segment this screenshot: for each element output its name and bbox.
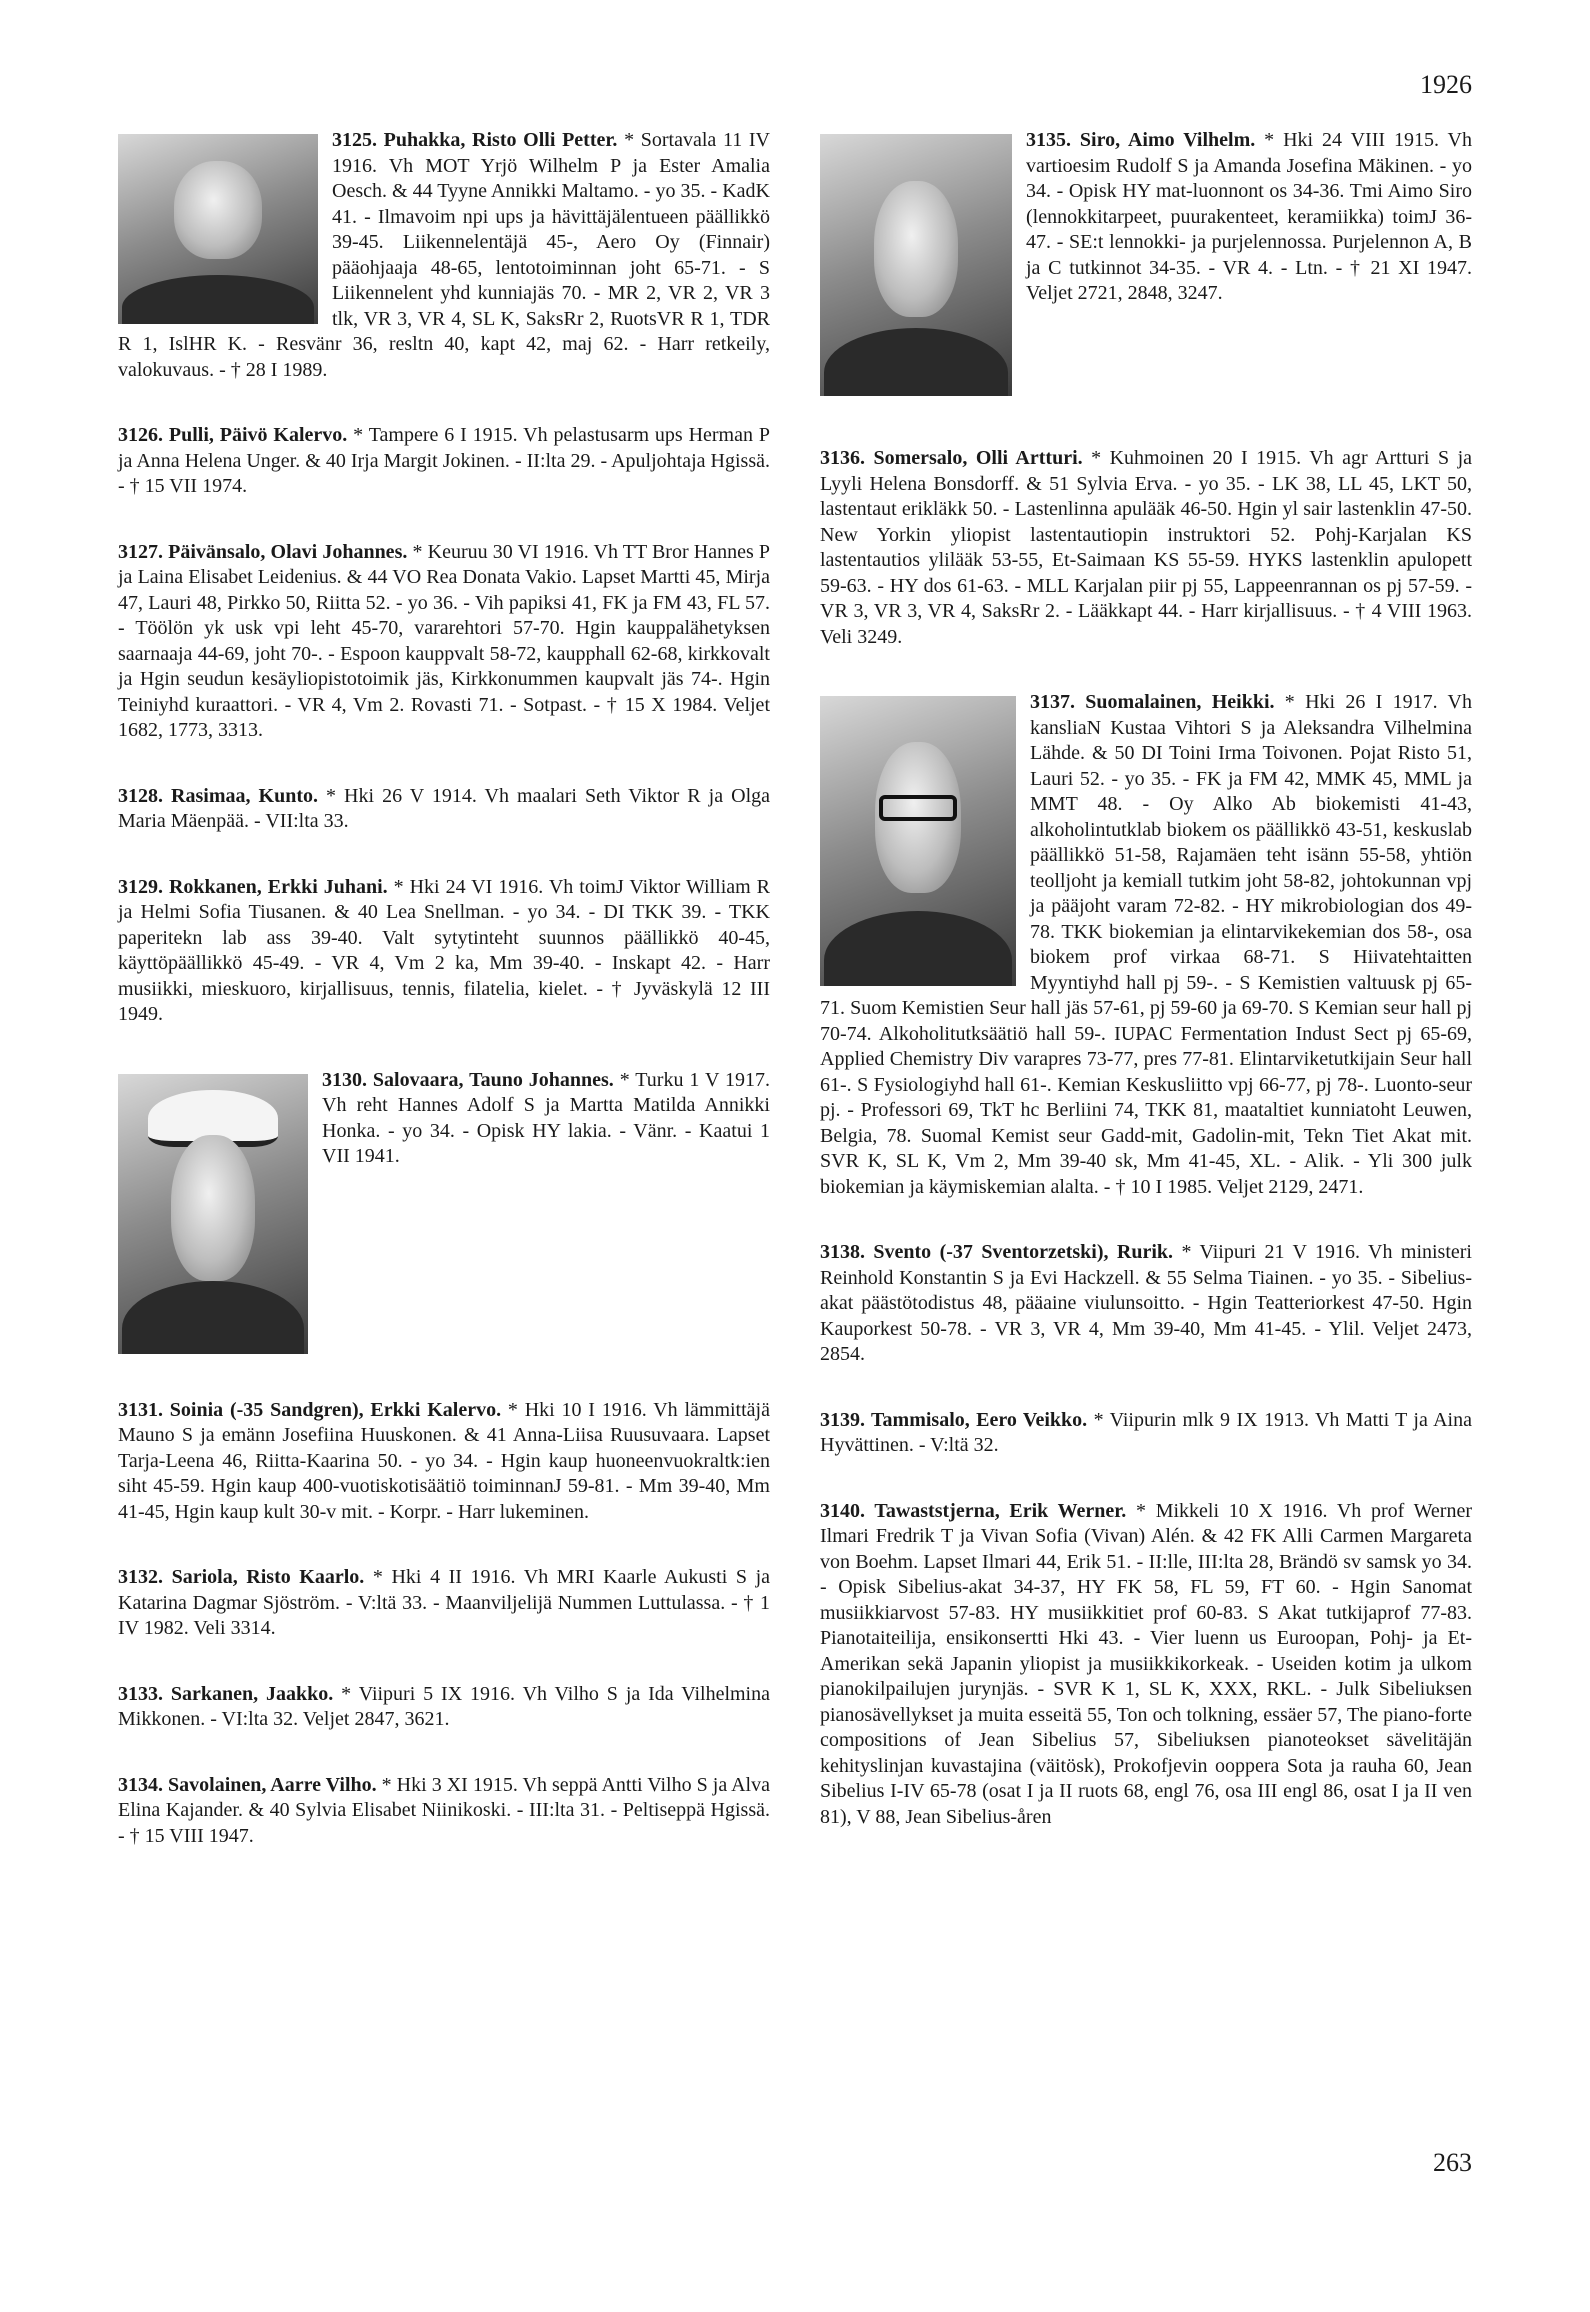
entry-heading: 3128. Rasimaa, Kunto.	[118, 784, 318, 807]
entry-heading: 3135. Siro, Aimo Vilhelm.	[1026, 129, 1256, 151]
page-number: 263	[1433, 2148, 1472, 2177]
entry-3140	[820, 1499, 1472, 1831]
entry-heading: 3132. Sariola, Risto Kaarlo.	[118, 1566, 365, 1588]
entry-text: * Viipurin mlk 9 IX 1913. Vh Matti T ja Aina Hyvättinen. - V:ltä 32.	[820, 1408, 1472, 1456]
entry-heading: 3127. Päivänsalo, Olavi Johannes.	[118, 540, 408, 563]
page-year: 1926	[1420, 70, 1472, 99]
entry-text: * Hki 24 VIII 1915. Vh vartioesim Rudolf S ja Amanda Josefina Mäkinen. - yo 34. - Opisk HY mat-luonnont os 34-36. Tmi Aimo Siro (lennokkitarpeet, puurakenteet, keramiikka) toimJ 36-47. - SE:t lennokki- ja purjelennossa. Purjelennon A, B ja C tutkinnot 34-35. - VR 4. - Ltn. - † 21 XI 1947. Veljet 2721, 2848, 3247.	[1026, 129, 1472, 304]
entry-text: * Kuhmoinen 20 I 1915. Vh agr Artturi S ja Lyyli Helena Bonsdorff. & 51 Sylvia Erva. - yo 35. - LK 38, LL 45, LKT 50, lastentaut erikläkk 50. - Lastenlinna apulääk 46-50. Hgin yl sair lastenklin 47-50. New Yorkin yliopist lastentautiopin instruktori 52. Pohj-Karjalan KS lastentautios ylilääk 53-55, Et-Saimaan KS 55-59. HYKS lastenklin apulopett 59-63. - HY dos 61-63. - MLL Karjalan piir pj 55, Lappeenrannan os pj 57-59. - VR 3, VR 3, VR 4, SaksRr 2. - Lääkkapt 44. - Harr kirjallisuus. - † 4 VIII 1963. Veli 3249.	[820, 447, 1472, 648]
entry-3137	[820, 690, 1472, 1200]
right-column	[820, 128, 1472, 1830]
entry-text: * Hki 3 XI 1915. Vh seppä Antti Vilho S ja Alva Elina Kajander. & 40 Sylvia Elisabet Niinikoski. - III:lta 31. - Peltiseppä Hgissä. - † 15 VIII 1947.	[118, 1773, 770, 1847]
entry-heading: 3137. Suomalainen, Heikki.	[1030, 691, 1275, 713]
entry-heading: 3126. Pulli, Päivö Kalervo.	[118, 424, 348, 446]
entry-text: * Hki 24 VI 1916. Vh toimJ Viktor William R ja Helmi Sofia Tiusanen. & 40 Lea Snellman. - yo 34. - DI TKK 39. - TKK paperitekn lab ass 39-40. Valt sytytinteht suunnos päällikkö 40-45, käyttöpäällikkö 45-49. - VR 4, Vm 2 ka, Mm 39-40. - Inskapt 42. - Harr musiikki, mieskuoro, kirjallisuus, tennis, filatelia, kielet. - † Jyväskylä 12 III 1949.	[118, 875, 770, 1025]
entry-heading: 3133. Sarkanen, Jaakko.	[118, 1682, 334, 1705]
entry-3127	[118, 540, 770, 744]
entry-3125	[118, 128, 770, 383]
entry-text: * Mikkeli 10 X 1916. Vh prof Werner Ilmari Fredrik T ja Vivan Sofia (Vivan) Alén. & 42 FK Alli Carmen Margareta von Boehm. Lapset Ilmari 44, Erik 51. - II:lle, III:lta 28, Brändö sv samsk yo 34. - Opisk Sibelius-akat 34-37, HY FK 58, FL 59, FT 60. - Hgin Sanomat musiikkiarvost 57-83. HY musiikkitiet prof 60-83. S Akat tutkijaprof 77-83. Pianotaiteilija, ensikonsertti Hki 43. - Vier luenn us Euroopan, Pohj- ja Et-Amerikan sekä Japanin yliopist ja musiikkikorkeak. - Useiden kotim ja ulkom pianokilpailujen jurynjäs. - SVR K 1, SL K, XXX, RKL. - Julk Sibeliuksen pianosävellykset ja muita esseitä 55, Ton och tolkning, essäer 57, The piano-forte compositions of Jean Sibelius 57, Sibeliuksen pianoteokset sävelitäjän kehityslinjan kuvastajina (väitösk), Prokofjevin ooppera Sota ja rauha 60, Jean Sibelius I-IV 65-78 (osat I ja II ruots 68, engl 76, osa III engl 86, osat I ja II ven 81), V 88, Jean Sibelius-åren	[820, 1499, 1472, 1828]
entry-3134	[118, 1773, 770, 1850]
entry-3135	[820, 128, 1472, 398]
portrait-photo-3130	[118, 1074, 308, 1354]
entry-3136	[820, 446, 1472, 650]
entry-heading: 3138. Svento (-37 Sventorzetski), Rurik.	[820, 1241, 1174, 1263]
entry-heading: 3125. Puhakka, Risto Olli Petter.	[332, 129, 618, 151]
entry-text: * Hki 26 I 1917. Vh kansliaN Kustaa Vihtori S ja Aleksandra Vilhelmina Lähde. & 50 DI Toini Irma Toivonen. Pojat Risto 51, Lauri 52. - yo 35. - FK ja FM 42, MMK 45, MML ja MMT 48. - Oy Alko Ab biokemisti 41-43, alkoholintutklab biokem os päällikkö 43-51, keskuslab päällikkö 51-58, Rajamäen teht isänn 55-58, yhtiön teolljoht ja kemiall tutkim joht 58-82, johtokunnan vpj ja pääjoht varam 72-82. - HY mikrobiologian dos 49-78. TKK biokemian ja elintarvikekemian dos 58-, osa biokem prof virkaa 68-71. S Hiivatehtaitten Myyntiyhd hall pj 59-. - S Kemistien valtuusk pj 65-71. Suom Kemistien Seur hall jäs 57-61, pj 59-60 ja 69-70. S Kemian seur hall pj 70-74. Alkoholitutksäätiö hall 59-. IUPAC Fermentation Indust Sect pj 65-69, Applied Chemistry Div varapres 73-77, pres 77-81. Elintarviketutkijain Seur hall 61-. S Fysiologiyhd hall 61-. Kemian Keskusliitto vpj 66-77, pj 78-. Luonto-seur pj. - Professori 69, TkT hc Berliini 74, TKK 81, maataltiet kunniatoht Leuwen, Belgia, 78. Suomal Kemist seur Gadd-mit, Gadolin-mit, Tekn Tiet Akat mit. SVR K, SL K, Vm 2, Mm 39-40 sk, Mm 41-45, XL. - Alik. - Yli 300 julk biokemian ja käymiskemian alalta. - † 10 I 1985. Veljet 2129, 2471.	[820, 691, 1472, 1198]
entry-heading: 3134. Savolainen, Aarre Vilho.	[118, 1773, 377, 1796]
entry-3126	[118, 423, 770, 500]
entry-text: * Hki 26 V 1914. Vh maalari Seth Viktor R ja Olga Maria Mäenpää. - VII:lta 33.	[118, 784, 771, 832]
entry-heading: 3140. Tawaststjerna, Erik Werner.	[820, 1499, 1127, 1522]
entry-text: * Keuruu 30 VI 1916. Vh TT Bror Hannes P ja Laina Elisabet Leidenius. & 44 VO Rea Donata Vakio. Lapset Martti 45, Mirja 47, Lauri 48, Pirkko 50, Riitta 52. - yo 36. - Vih papiksi 41, FK ja FM 43, FL 57. - Töölön yk usk vpi leht 45-70, vararehtori 57-70. Hgin kauppalähetyksen saarnaaja 44-69, joht 70-. - Espoon kauppvalt 58-72, kaupphall 62-68, kirkkovalt ja Hgin seudun kesäyliopistotoimik jäs, Kirkkonummen kaupvalt jäs 74-. Hgin Teiniyhd kuraattori. - VR 4, Vm 2. Rovasti 71. - Sotpast. - † 15 X 1984. Veljet 1682, 1773, 3313.	[118, 540, 771, 741]
entry-heading: 3131. Soinia (-35 Sandgren), Erkki Kalervo.	[118, 1398, 502, 1421]
portrait-photo-3125	[118, 134, 318, 324]
entry-heading: 3136. Somersalo, Olli Artturi.	[820, 447, 1083, 469]
entry-3132	[118, 1565, 770, 1642]
entry-3128	[118, 784, 770, 835]
entry-text: * Viipuri 5 IX 1916. Vh Vilho S ja Ida Vilhelmina Mikkonen. - VI:lta 32. Veljet 2847, 3621.	[118, 1682, 770, 1730]
entry-3130	[118, 1068, 770, 1358]
entry-3139	[820, 1408, 1472, 1459]
entry-3129	[118, 875, 770, 1028]
entry-text: * Tampere 6 I 1915. Vh pelastusarm ups Herman P ja Anna Helena Unger. & 40 Irja Margit Jokinen. - II:lta 29. - Apuljohtaja Hgissä. - † 15 VII 1974.	[118, 424, 770, 497]
entry-3133	[118, 1682, 770, 1733]
entry-3131	[118, 1398, 770, 1526]
portrait-photo-3137	[820, 696, 1016, 986]
portrait-photo-3135	[820, 134, 1012, 396]
entry-text: * Viipuri 21 V 1916. Vh ministeri Reinhold Konstantin S ja Evi Hackzell. & 55 Selma Tiainen. - yo 35. - Sibelius-akat päästötodistus 48, pääaine viulunsoitto. - Hgin Teatteriorkest 47-50. Hgin Kauporkest 50-78. - VR 3, VR 4, Mm 39-40, Mm 41-45. - Ylil. Veljet 2473, 2854.	[820, 1241, 1472, 1365]
entry-text: * Turku 1 V 1917. Vh reht Hannes Adolf S ja Martta Matilda Annikki Honka. - yo 34. - Opisk HY lakia. - Vänr. - Kaatui 1 VII 1941.	[322, 1068, 770, 1167]
entry-heading: 3129. Rokkanen, Erkki Juhani.	[118, 875, 388, 898]
entry-text: * Sortavala 11 IV 1916. Vh MOT Yrjö Wilhelm P ja Ester Amalia Oesch. & 44 Tyyne Annikki Maltamo. - yo 35. - KadK 41. - Ilmavoim npi ups ja hävittäjälentueen päällikkö 39-45. Liikennelentäjä 45-, Aero Oy (Finnair) pääohjaaja 48-65, lentotoiminnan joht 65-71. - S Liikennelent yhd kunniajäs 70. - MR 2, VR 2, VR 3 tlk, VR 3, VR 4, SL K, SaksRr 2, RuotsVR R 1, TDR R 1, IslHR K. - Resvänr 36, resltn 40, kapt 42, maj 62. - Harr retkeily, valokuvaus. - † 28 I 1989.	[118, 129, 770, 381]
left-column	[118, 128, 770, 1849]
entry-heading: 3139. Tammisalo, Eero Veikko.	[820, 1408, 1088, 1431]
entry-text: * Hki 4 II 1916. Vh MRI Kaarle Aukusti S ja Katarina Dagmar Sjöström. - V:ltä 33. - Maanviljelijä Nummen Luttulassa. - † 1 IV 1982. Veli 3314.	[118, 1566, 771, 1639]
entry-text: * Hki 10 I 1916. Vh lämmittäjä Mauno S ja emänn Josefiina Huuskonen. & 41 Anna-Liisa Ruusuvaara. Lapset Tarja-Leena 46, Riitta-Kaarina 50. - yo 34. - Hgin kaup huoneenvuokraltk:ien siht 45-59. Hgin kaup 400-vuotiskotisäätiö toiminnanJ 59-81. - Mm 39-40, Mm 41-45, Hgin kaup kult 30-v mit. - Korpr. - Harr lukeminen.	[118, 1398, 770, 1523]
entry-3138	[820, 1240, 1472, 1368]
entry-heading: 3130. Salovaara, Tauno Johannes.	[322, 1068, 614, 1091]
